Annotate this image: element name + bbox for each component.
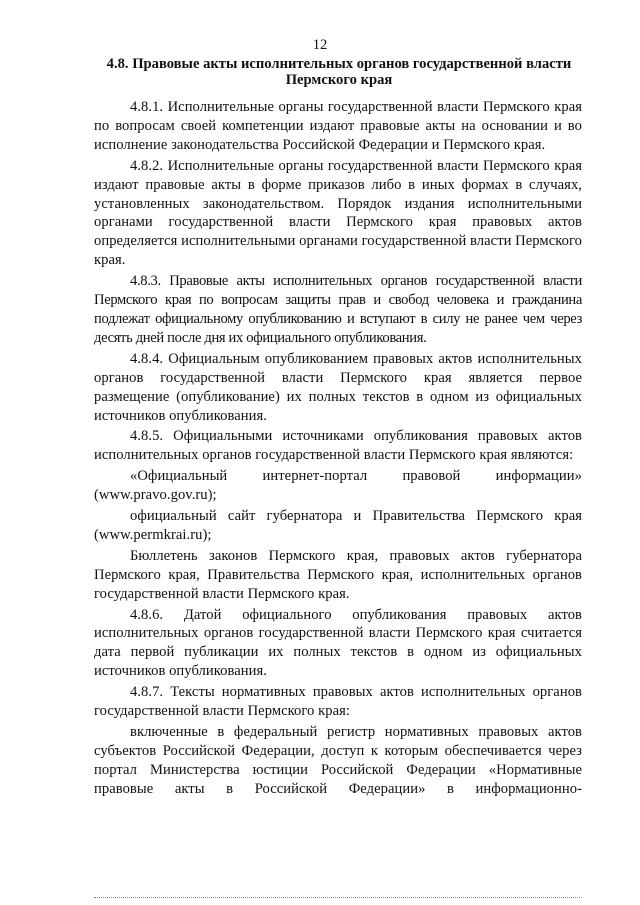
bottom-divider: [94, 897, 582, 898]
source-list-item-bulletin: Бюллетень законов Пермского края, правовых актов губернатора Пермского края, Правительства Пермского края, исполнительных органов государственной власти Пермского края.: [94, 547, 582, 602]
page-number: 12: [312, 37, 328, 53]
paragraph-registry: включенные в федеральный регистр нормативных правовых актов субъектов Российской Федерации, доступ к которым обеспечивается через портал Министерства юстиции Российской Федерации «Нормативные правовые акты в Российской Федерации» в информационно-: [94, 724, 582, 797]
source-list-item-pravo: «Официальный интернет-портал правовой информации» (www.pravo.gov.ru);: [94, 468, 582, 504]
paragraph-4-8-6: 4.8.6. Датой официального опубликования правовых актов исполнительных органов государственной власти Пермского края считается дата первой публикации их полных текстов в одном из официальных источников опубликования.: [94, 606, 582, 680]
paragraph-4-8-4: 4.8.4. Официальным опубликованием правовых актов исполнительных органов государственной власти Пермского края является первое размещение (опубликование) их полных текстов в одном из официальных источников опубликования.: [94, 350, 582, 424]
document-body: [94, 98, 582, 799]
paragraph-4-8-5: 4.8.5. Официальными источниками опубликования правовых актов исполнительных органов государственной власти Пермского края являются:: [94, 428, 582, 464]
source-list-item-permkrai: официальный сайт губернатора и Правительства Пермского края (www.permkrai.ru);: [94, 508, 582, 543]
paragraph-4-8-2: 4.8.2. Исполнительные органы государственной власти Пермского края издают правовые акты в форме приказов либо в иных формах в случаях, установленных законодательством. Порядок издания исполнительными органами государственной власти Пермского края правовых актов определяется исполнительными органами государственной власти Пермского края.: [94, 157, 582, 269]
paragraph-4-8-1: 4.8.1. Исполнительные органы государственной власти Пермского края по вопросам своей компетенции издают правовые акты на основании и во исполнение законодательства Российской Федерации и Пермского края.: [94, 99, 582, 153]
paragraph-4-8-7: 4.8.7. Тексты нормативных правовых актов исполнительных органов государственной власти Пермского края:: [94, 684, 582, 720]
section-heading: 4.8. Правовые акты исполнительных органов государственной власти Пермского края: [106, 56, 572, 88]
paragraph-4-8-3: 4.8.3. Правовые акты исполнительных органов государственной власти Пермского края по вопросам защиты прав и свобод человека и гражданина подлежат официальному опубликованию и вступают в силу не ранее чем через десять дней после дня их официального опубликования.: [94, 273, 582, 346]
